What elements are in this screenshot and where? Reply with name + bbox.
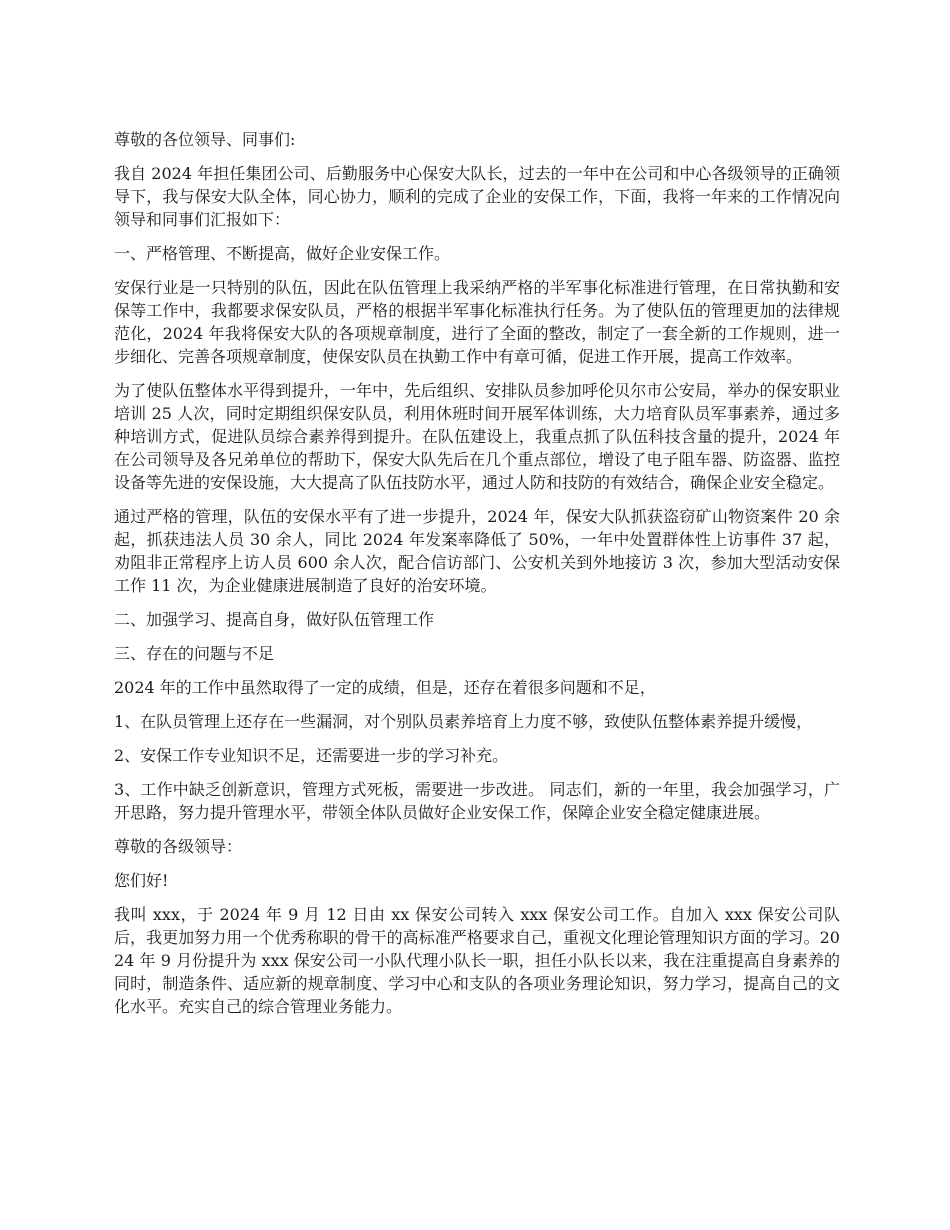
section-heading-2: 二、加强学习、提高自身，做好队伍管理工作 — [114, 610, 435, 629]
intro-paragraph: 我自 2024 年担任集团公司、后勤服务中心保安大队长，过去的一年中在公司和中心各级领导的正确领导下，我与保安大队全体，同心协力，顺利的完成了企业的安保工作，下面，我将一年来的工作情况向领导和同事们汇报如下： — [114, 164, 840, 229]
body-paragraph: 安保行业是一只特别的队伍，因此在队伍管理上我采纳严格的半军事化标准进行管理，在日常执勤和安保等工作中，我都要求保安队员，严格的根据半军事化标准执行任务。为了使队伍的管理更加的法律规范化，2024 年我将保安大队的各项规章制度，进行了全面的整改，制定了一套全新的工作规则，进一步细化、完善各项规章制度，使保安队员在执勤工作中有章可循，促进工作开展，提高工作效率。 — [114, 278, 840, 366]
list-item: 1、在队员管理上还存在一些漏洞，对个别队员素养培育上力度不够，致使队伍整体素养提升缓慢， — [114, 712, 813, 731]
body-paragraph: 我叫 xxx，于 2024 年 9 月 12 日由 xx 保安公司转入 xxx 保安公司工作。自加入 xxx 保安公司队后，我更加努力用一个优秀称职的骨干的高标准严格要求自己，重视文化理论管理知识方面的学习。2024 年 9 月份提升为 xxx 保安公司一小队代理小队长一职，担任小队长以来，我在注重提高自身素养的同时，制造条件、适应新的规章制度、学习中心和支队的各项业务理论知识，努力学习，提高自己的文化水平。充实自己的综合管理业务能力。 — [114, 905, 840, 1016]
body-paragraph: 为了使队伍整体水平得到提升，一年中，先后组织、安排队员参加呼伦贝尔市公安局，举办的保安职业培训 25 人次，同时定期组织保安队员，利用休班时间开展军体训练，大力培育队员军事素养，通过多种培训方式，促进队员综合素养得到提升。在队伍建设上，我重点抓了队伍科技含量的提升，2024 年在公司领导及各兄弟单位的帮助下，保安大队先后在几个重点部位，增设了电子阻车器、防盗器、监控设备等先进的安保设施，大大提高了队伍技防水平，通过人防和技防的有效结合，确保企业安全稳定。 — [114, 381, 840, 492]
body-paragraph: 通过严格的管理，队伍的安保水平有了进一步提升，2024 年，保安大队抓获盗窃矿山物资案件 20 余起，抓获违法人员 30 余人，同比 2024 年发案率降低了 50%，一年中处置群体性上访事件 37 起，劝阻非正常程序上访人员 600 余人次，配合信访部门、公安机关到外地接访 3 次，参加大型活动安保工作 11 次，为企业健康进展制造了良好的治安环境。 — [114, 507, 840, 595]
section-heading-1: 一、严格管理、不断提高，做好企业安保工作。 — [114, 244, 451, 263]
document-body — [114, 128, 840, 1029]
body-paragraph: 2024 年的工作中虽然取得了一定的成绩，但是，还存在着很多问题和不足， — [114, 678, 656, 697]
list-item: 3、工作中缺乏创新意识，管理方式死板，需要进一步改进。 同志们，新的一年里，我会加强学习，广开思路，努力提升管理水平，带领全体队员做好企业安保工作，保障企业安全稳定健康进展。 — [114, 780, 840, 822]
list-item: 2、安保工作专业知识不足，还需要进一步的学习补充。 — [114, 746, 509, 765]
salutation: 尊敬的各位领导、同事们: — [114, 130, 296, 149]
section-heading-3: 三、存在的问题与不足 — [114, 644, 275, 663]
salutation: 尊敬的各级领导： — [114, 837, 243, 856]
greeting: 您们好! — [114, 871, 169, 890]
